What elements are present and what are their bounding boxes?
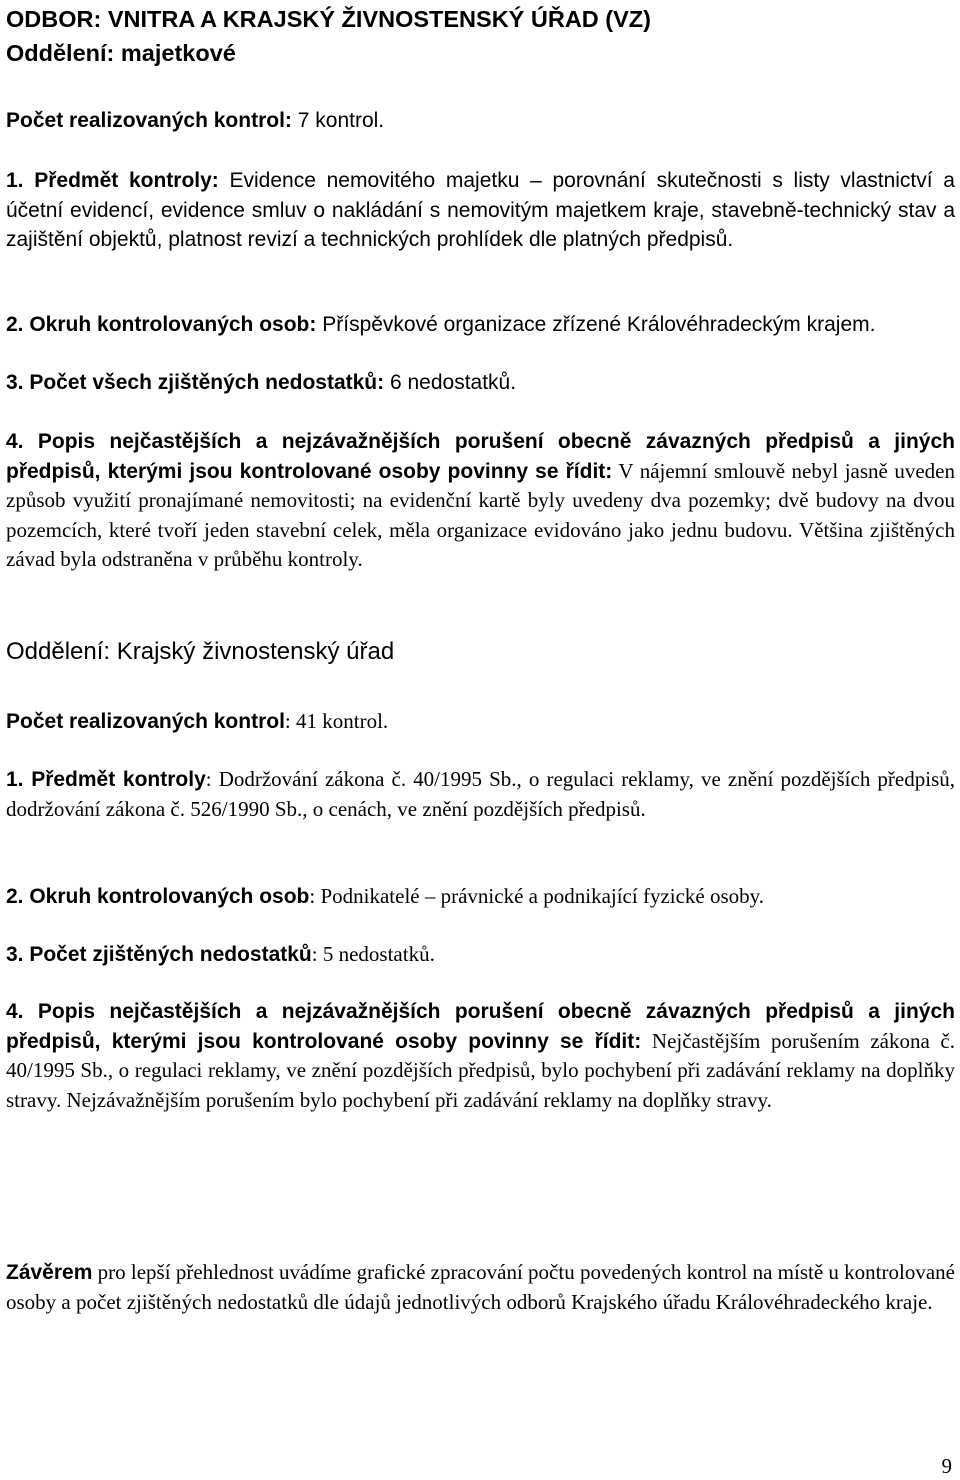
item3-label: 3. Počet zjištěných nedostatků bbox=[6, 943, 312, 966]
section-title-majetkove: Oddělení: majetkové bbox=[6, 40, 236, 66]
item3-text: : 5 nedostatků. bbox=[311, 942, 435, 966]
item1-label: 1. Předmět kontroly: bbox=[6, 169, 219, 192]
count-line-zivnostensky bbox=[6, 708, 388, 735]
item2-text: Příspěvkové organizace zřízené Královéhradeckým krajem. bbox=[322, 313, 876, 336]
item4-majetkove bbox=[6, 427, 955, 575]
item1-label: 1. Předmět kontroly bbox=[6, 768, 206, 791]
item3-zivnostensky bbox=[6, 941, 435, 968]
conclusion-paragraph bbox=[6, 1258, 955, 1317]
item4-label: 4. Popis nejčastějších a nejzávažnějších porušení obecně závazných předpisů a jiných předpisů, kterými jsou kontrolované osoby povinny se řídit: bbox=[6, 430, 955, 483]
count-label: Počet realizovaných kontrol bbox=[6, 710, 285, 733]
conclusion-label: Závěrem bbox=[6, 1261, 93, 1284]
count-value: : 41 kontrol. bbox=[284, 709, 389, 733]
item4-text: V nájemní smlouvě nebyl jasně uveden způsob využití pronajímané nemovitosti; na evidenční kartě byly uvedeny dva pozemky; dvě budovy na dvou pozemcích, které tvoří jeden stavební celek, měla organizace evidováno jako jednu budovu. Většina zjištěných závad byla odstraněna v průběhu kontroly. bbox=[6, 458, 955, 571]
item2-label: 2. Okruh kontrolovaných osob bbox=[6, 885, 310, 908]
section-title-zivnostensky: Oddělení: Krajský živnostenský úřad bbox=[6, 638, 395, 665]
item1-text: Evidence nemovitého majetku – porovnání skutečnosti s listy vlastnictví a účetní evidencí, evidence smluv o nakládání s nemovitým majetkem kraje, stavebně-technický stav a zajištění objektů, platnost revizí a technických prohlídek dle platných předpisů. bbox=[6, 169, 955, 251]
conclusion-text: pro lepší přehlednost uvádíme grafické zpracování počtu povedených kontrol na místě u kontrolované osoby a počet zjištěných nedostatků dle údajů jednotlivých odborů Krajského úřadu Královéhradeckého kraje. bbox=[6, 1260, 955, 1314]
item3-text: 6 nedostatků. bbox=[389, 371, 517, 394]
item2-text: : Podnikatelé – právnické a podnikající fyzické osoby. bbox=[309, 884, 765, 908]
count-line-majetkove bbox=[6, 108, 384, 134]
count-label: Počet realizovaných kontrol: bbox=[6, 109, 292, 132]
department-title: ODBOR: VNITRA A KRAJSKÝ ŽIVNOSTENSKÝ ÚŘAD (VZ) bbox=[6, 6, 651, 32]
count-value: 7 kontrol. bbox=[297, 109, 385, 132]
item4-zivnostensky bbox=[6, 997, 955, 1115]
item2-zivnostensky bbox=[6, 883, 764, 910]
item1-text: : Dodržování zákona č. 40/1995 Sb., o regulaci reklamy, ve znění pozdějších předpisů, dodržování zákona č. 526/1990 Sb., o cenách, ve znění pozdějších předpisů. bbox=[6, 767, 955, 821]
item1-zivnostensky bbox=[6, 765, 955, 824]
item3-label: 3. Počet všech zjištěných nedostatků: bbox=[6, 371, 385, 394]
item3-majetkove bbox=[6, 370, 516, 396]
item4-text: Nejčastějším porušením zákona č. 40/1995 Sb., o regulaci reklamy, ve znění pozdějších předpisů, bylo pochybení při zadávání reklamy na doplňky stravy. Nejzávažnějším porušením bylo pochybení při zadávání reklamy na doplňky stravy. bbox=[6, 1028, 956, 1112]
item2-label: 2. Okruh kontrolovaných osob: bbox=[6, 313, 317, 336]
item1-majetkove bbox=[6, 166, 955, 255]
item2-majetkove bbox=[6, 312, 875, 338]
page-number: 9 bbox=[941, 1454, 952, 1478]
item4-label: 4. Popis nejčastějších a nejzávažnějších porušení obecně závazných předpisů a jiných předpisů, kterými jsou kontrolované osoby povinny se řídit: bbox=[6, 1000, 955, 1053]
